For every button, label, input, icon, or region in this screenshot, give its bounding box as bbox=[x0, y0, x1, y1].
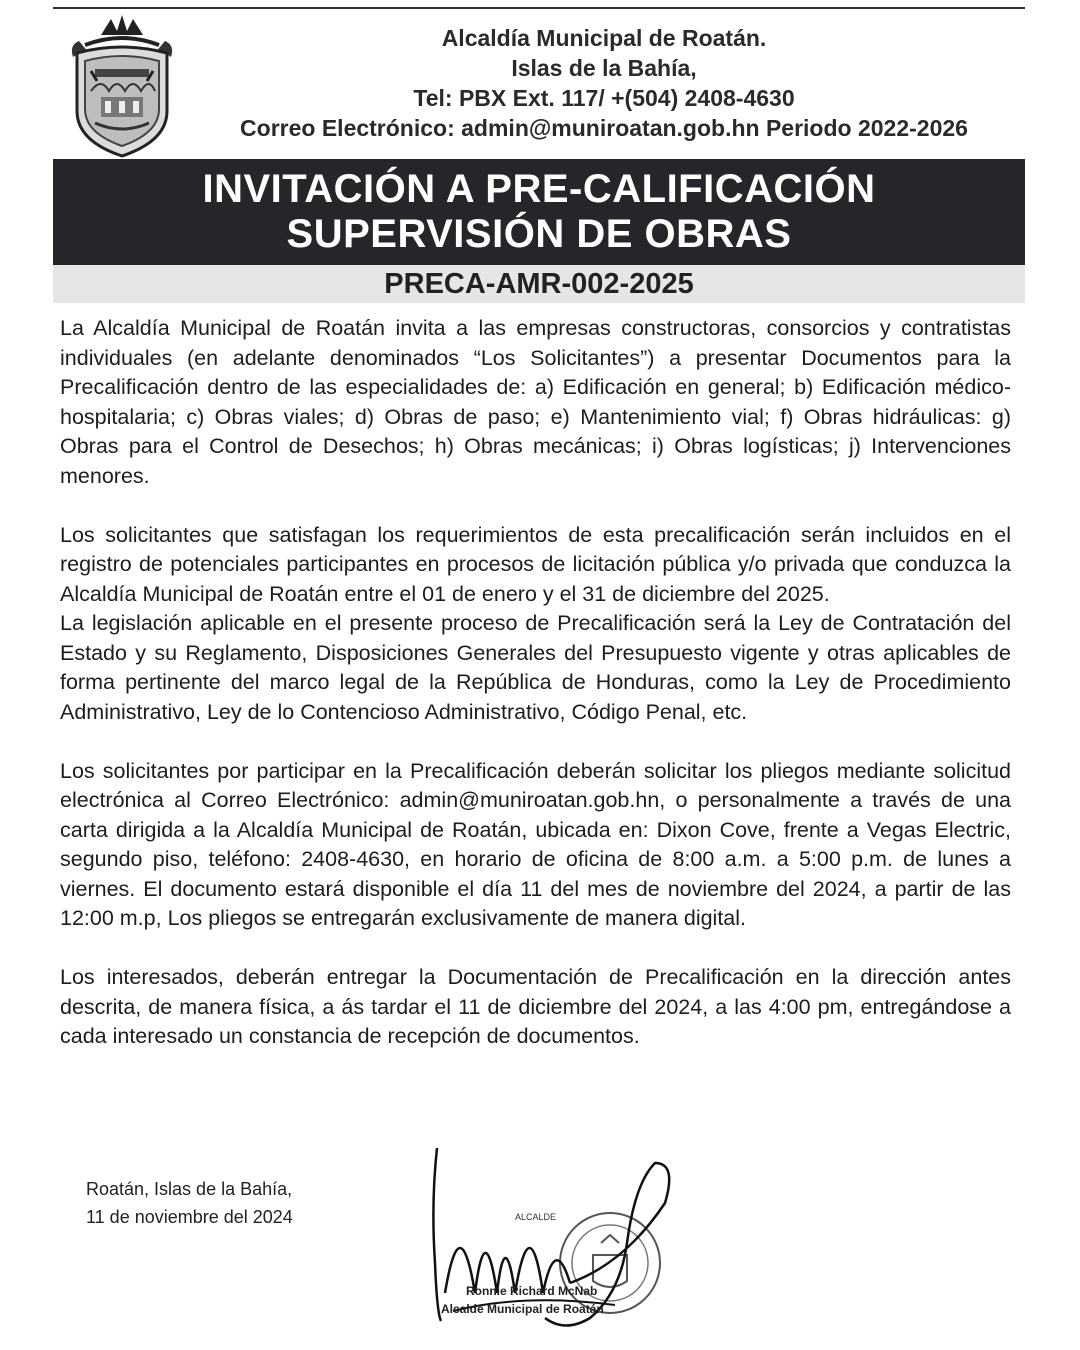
letterhead-line-location: Islas de la Bahía, bbox=[511, 55, 697, 81]
letterhead-line-phone: Tel: PBX Ext. 117/ +(504) 2408-4630 bbox=[413, 85, 795, 111]
signatory-name: Ronnie Richard McNab bbox=[466, 1284, 598, 1298]
title-banner bbox=[53, 159, 1025, 265]
title-line-1: INVITACIÓN A PRE-CALIFICACIÓN bbox=[202, 167, 876, 211]
document-body bbox=[60, 314, 1011, 1052]
place-and-date bbox=[86, 1175, 293, 1231]
stamp-label: ALCALDE bbox=[515, 1212, 557, 1222]
letterhead bbox=[183, 23, 1025, 143]
paragraph-invitation: La Alcaldía Municipal de Roatán invita a las empresas constructoras, consorcios y contratistas individuales (en adelante denominados “Los Solicitantes”) a presentar Documentos para la Precalificación dentro de las especialidades de: a) Edificación en general; b) Edificación médico-hospitalaria; c) Obras viales; d) Obras de paso; e) Mantenimiento vial; f) Obras hidráulicas: g) Obras para el Control de Desechos; h) Obras mecánicas; i) Obras logísticas; j) Intervenciones menores. bbox=[60, 316, 1011, 488]
signatory-title: Alcalde Municipal de Roatán bbox=[441, 1302, 604, 1316]
signatory-block bbox=[411, 1282, 604, 1318]
paragraph-request-documents: Los solicitantes por participar en la Precalificación deberán solicitar los pliegos mediante solicitud electrónica al Correo Electrónico: admin@muniroatan.gob.hn, o personalmente a través de una carta dirigida a la Alcaldía Municipal de Roatán, ubicada en: Dixon Cove, frente a Vegas Electric, segundo piso, teléfono: 2408-4630, en horario de oficina de 8:00 a.m. a 5:00 p.m. de lunes a viernes. El documento estará disponible el día 11 del mes de noviembre del 2024, a partir de las 12:00 m.p, Los pliegos se entregarán exclusivamente de manera digital. bbox=[60, 758, 1011, 930]
paragraph-legislation: La legislación aplicable en el presente proceso de Precalificación será la Ley de Contratación del Estado y su Reglamento, Disposiciones Generales del Presupuesto vigente y otras aplicables de forma pertinente del marco legal de la República de Honduras, como la Ley de Procedimiento Administrativo, Ley de lo Contencioso Administrativo, Código Penal, etc. bbox=[60, 611, 1011, 724]
paragraph-registry: Los solicitantes que satisfagan los requerimientos de esta precalificación serán incluidos en el registro de potenciales participantes en procesos de licitación pública y/o privada que conduzca la Alcaldía Municipal de Roatán entre el 01 de enero y el 31 de diciembre del 2025. bbox=[60, 522, 1011, 606]
top-rule bbox=[53, 7, 1025, 9]
municipal-coat-of-arms-logo bbox=[61, 11, 183, 161]
place-text: Roatán, Islas de la Bahía, bbox=[86, 1179, 293, 1199]
paragraph-delivery: Los interesados, deberán entregar la Documentación de Precalificación en la dirección antes descrita, de manera física, a ás tardar el 11 de diciembre del 2024, a las 4:00 pm, entregándose a cada interesado un constancia de recepción de documentos. bbox=[60, 965, 1011, 1048]
title-line-2: SUPERVISIÓN DE OBRAS bbox=[286, 212, 792, 256]
reference-code: PRECA-AMR-002-2025 bbox=[53, 265, 1025, 303]
letterhead-line-email-period: Correo Electrónico: admin@muniroatan.gob.hn Periodo 2022-2026 bbox=[240, 115, 968, 141]
letterhead-line-institution: Alcaldía Municipal de Roatán. bbox=[441, 25, 767, 51]
date-text: 11 de noviembre del 2024 bbox=[86, 1207, 293, 1227]
